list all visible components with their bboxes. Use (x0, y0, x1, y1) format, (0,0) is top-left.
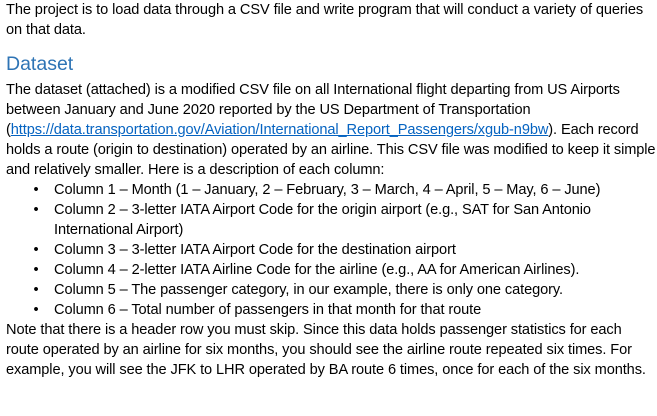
bullet-icon: • (33, 182, 39, 198)
list-item (6, 260, 657, 280)
column-2-text: Column 2 – 3-letter IATA Airport Code for the origin airport (e.g., SAT for San Antonio International Airport) (54, 202, 591, 238)
bullet-icon: • (33, 302, 39, 318)
dataset-description-text: The dataset (attached) is a modified CSV file on all International flight departing from US Airports between January and June 2020 reported by the US Department of Transportation ( (6, 82, 620, 138)
dataset-description (6, 80, 657, 180)
column-3-text: Column 3 – 3-letter IATA Airport Code for the destination airport (54, 242, 456, 258)
list-item (6, 180, 657, 200)
column-4-text: Column 4 – 2-letter IATA Airline Code for the airline (e.g., AA for American Airlines). (54, 262, 580, 278)
list-item (6, 200, 657, 240)
column-5-text: Column 5 – The passenger category, in our example, there is only one category. (54, 282, 563, 298)
list-item (6, 240, 657, 260)
note-paragraph: Note that there is a header row you must skip. Since this data holds passenger statistics for each route operated by an airline for six months, you should see the airline route repeated six times. For example, you will see the JFK to LHR operated by BA route 6 times, once for each of the six months. (6, 322, 646, 378)
bullet-icon: • (33, 242, 39, 258)
intro-paragraph: The project is to load data through a CSV file and write program that will conduct a variety of queries on that data. (6, 2, 644, 38)
list-item (6, 280, 657, 300)
bullet-icon: • (33, 202, 39, 218)
list-item (6, 300, 657, 320)
column-6-text: Column 6 – Total number of passengers in that month for that route (54, 302, 482, 318)
dot-data-link[interactable]: https://data.transportation.gov/Aviation/International_Report_Passengers/xgub-n9bw (10, 122, 549, 138)
bullet-icon: • (33, 282, 39, 298)
dataset-heading: Dataset (6, 53, 74, 75)
bullet-icon: • (33, 262, 39, 278)
dataset-description-text-cont: ). Each record holds a route (origin to destination) operated by an airline. This CSV file was modified to keep it simple and relatively smaller. Here is a description of each column: (6, 122, 656, 178)
column-1-text: Column 1 – Month (1 – January, 2 – February, 3 – March, 4 – April, 5 – May, 6 – June) (54, 182, 601, 198)
column-description-list (6, 180, 657, 320)
